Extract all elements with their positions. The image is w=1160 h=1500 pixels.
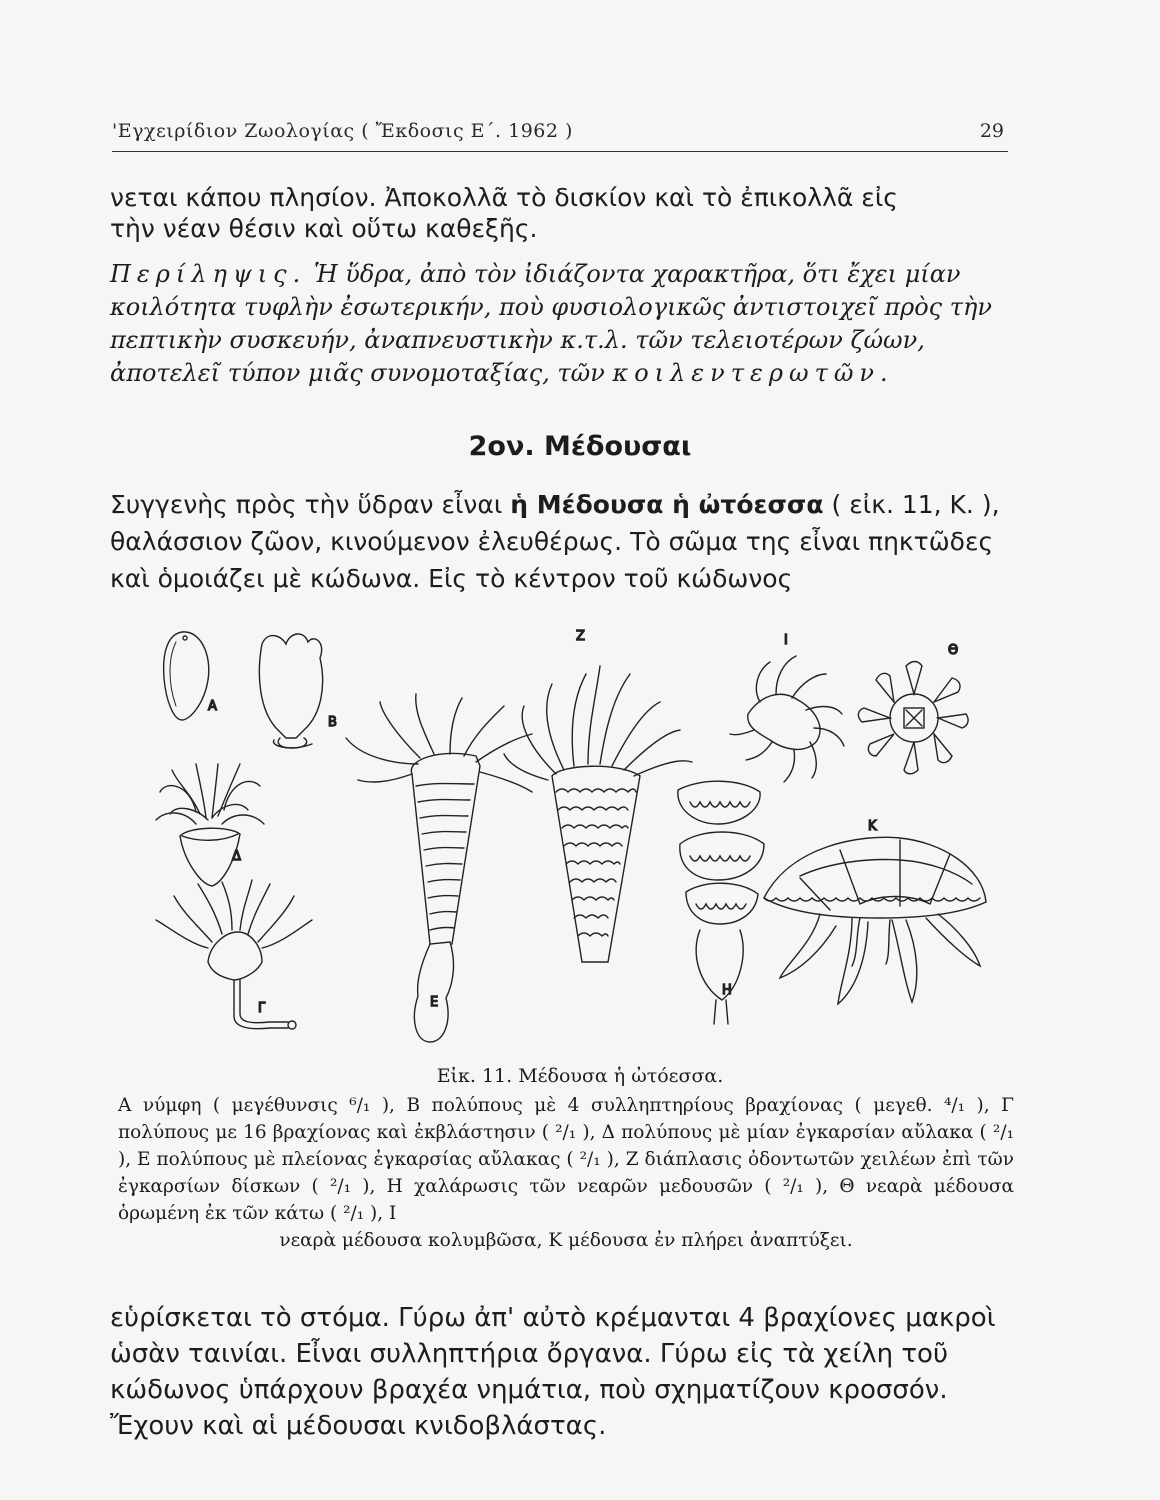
polyp-d-drawing: [156, 764, 264, 886]
medusa-intro-paragraph: [110, 486, 1010, 597]
running-header: [112, 118, 1008, 152]
para3-bold-term: ἡ Μέδουσα ἡ ὠτόεσσα: [510, 490, 824, 519]
figure-caption: [118, 1092, 1014, 1254]
header-title: 'Εγχειρίδιον Ζωολογίας ( Ἔκδοσις Ε΄. 1962 ): [112, 120, 573, 142]
medusa-anatomy-paragraph: εὑρίσκεται τὸ στόμα. Γύρω ἀπ' αὐτὸ κρέμανται 4 βραχίονες μακροὶ ὡσὰν ταινίαι. Εἶναι συλληπτήρια ὄργανα. Γύρω εἰς τὰ χείλη τοῦ κώδωνος ὑπάρχουν βραχέα νημάτια, ποὺ σχηματίζουν κροσσόν. Ἔχουν καὶ αἱ μέδουσαι κνιδοβλάστας.: [110, 1303, 996, 1441]
polyp-b-drawing: [259, 634, 322, 748]
figure-caption-title: Εἰκ. 11. Μέδουσα ἡ ὠτόεσσα.: [436, 1065, 724, 1087]
label-K: Κ: [868, 819, 877, 834]
summary-paragraph: [110, 258, 1010, 390]
para1-line1: νεται κάπου πλησίον. Ἀποκολλᾶ τὸ δισκίον καὶ τὸ ἐπικολλᾶ εἰς: [110, 183, 898, 212]
page-number: 29: [979, 120, 1004, 142]
caption-body: Α νύμφη ( μεγέθυνσις ⁶/₁ ), Β πολύπους μὲ 4 συλληπτηρίους βραχίονας ( μεγεθ. ⁴/₁ ), Γ πολύπους με 16 βραχίονας καὶ ἐκβλάστησιν ( ²/₁ ), Δ πολύπους μὲ μίαν ἐγκαρσίαν αὔλακα ( ²/₁ ), Ε πολύπους μὲ πλείονας ἐγκαρσίας αὔλακας ( ²/₁ ), Ζ διάπλασις ὀδοντωτῶν χειλέων ἐπὶ τῶν ἐγκαρσίων δίσκων ( ²/₁ ), Η χαλάρωσις τῶν νεαρῶν μεδουσῶν ( ²/₁ ), Θ νεαρὰ μέδουσα ὁρωμένη ἐκ τῶν κάτω ( ²/₁ ), Ι: [118, 1095, 1014, 1224]
para1-line2: τὴν νέαν θέσιν καὶ οὕτω καθεξῆς.: [110, 214, 538, 243]
header-rule: [112, 151, 1008, 152]
caption-last-line: νεαρὰ μέδουσα κολυμβῶσα, Κ μέδουσα ἐν πλήρει ἀναπτύξει.: [279, 1230, 853, 1251]
polyp-e-drawing: [346, 694, 532, 1042]
label-Z: Ζ: [576, 629, 585, 644]
figure-11-illustration: [100, 614, 1020, 1054]
label-D: Δ: [232, 849, 241, 864]
para3-text-a: Συγγενὴς πρὸς τὴν ὕδραν εἶναι: [110, 490, 503, 519]
label-A: Α: [208, 699, 217, 714]
label-I: Ι: [784, 633, 788, 648]
label-TH: Θ: [948, 643, 959, 658]
label-B: Β: [328, 715, 337, 730]
polyp-g-drawing: [156, 880, 312, 1029]
label-G: Γ: [258, 1001, 266, 1016]
medusa-lifecycle-drawing: [100, 614, 1020, 1054]
label-H: Η: [722, 983, 732, 998]
ephyra-i-drawing: [730, 656, 844, 782]
summary-term: κοιλεντερωτῶν.: [612, 359, 894, 387]
section-title: 2ον. Μέδουσαι: [468, 431, 692, 462]
strobila-z-drawing: [504, 666, 692, 962]
label-E: Ε: [430, 995, 439, 1010]
medusa-k-drawing: [764, 837, 986, 1004]
summary-heading: Περίληψις.: [110, 260, 307, 288]
strobila-h-drawing: [678, 781, 764, 1024]
summary-text: Ἡ ὕδρα, ἀπὸ τὸν ἰδιάζοντα χαρακτῆρα, ὅτι ἔχει μίαν κοιλότητα τυφλὴν ἐσωτερικήν, ποὺ φυσιολογικῶς ἀντιστοιχεῖ πρὸς τὴν πεπτικὴν συσκευήν, ἀναπνευστικὴν κ.τ.λ. τῶν τελειοτέρων ζώων, ἀποτελεῖ τύπον μιᾶς συνομοταξίας, τῶν: [110, 260, 992, 387]
paragraph-continuation: [110, 182, 1010, 244]
ephyra-th-drawing: [858, 662, 968, 774]
larva-drawing: [164, 632, 209, 720]
para3-text-b: ( εἰκ. 11, Κ. ), θαλάσσιον ζῶον, κινούμενον ἐλευθέρως. Τὸ σῶμα της εἶναι πηκτῶδες καὶ ὁμοιάζει μὲ κώδωνα. Εἰς τὸ κέντρον τοῦ κώδωνος: [110, 490, 1000, 593]
